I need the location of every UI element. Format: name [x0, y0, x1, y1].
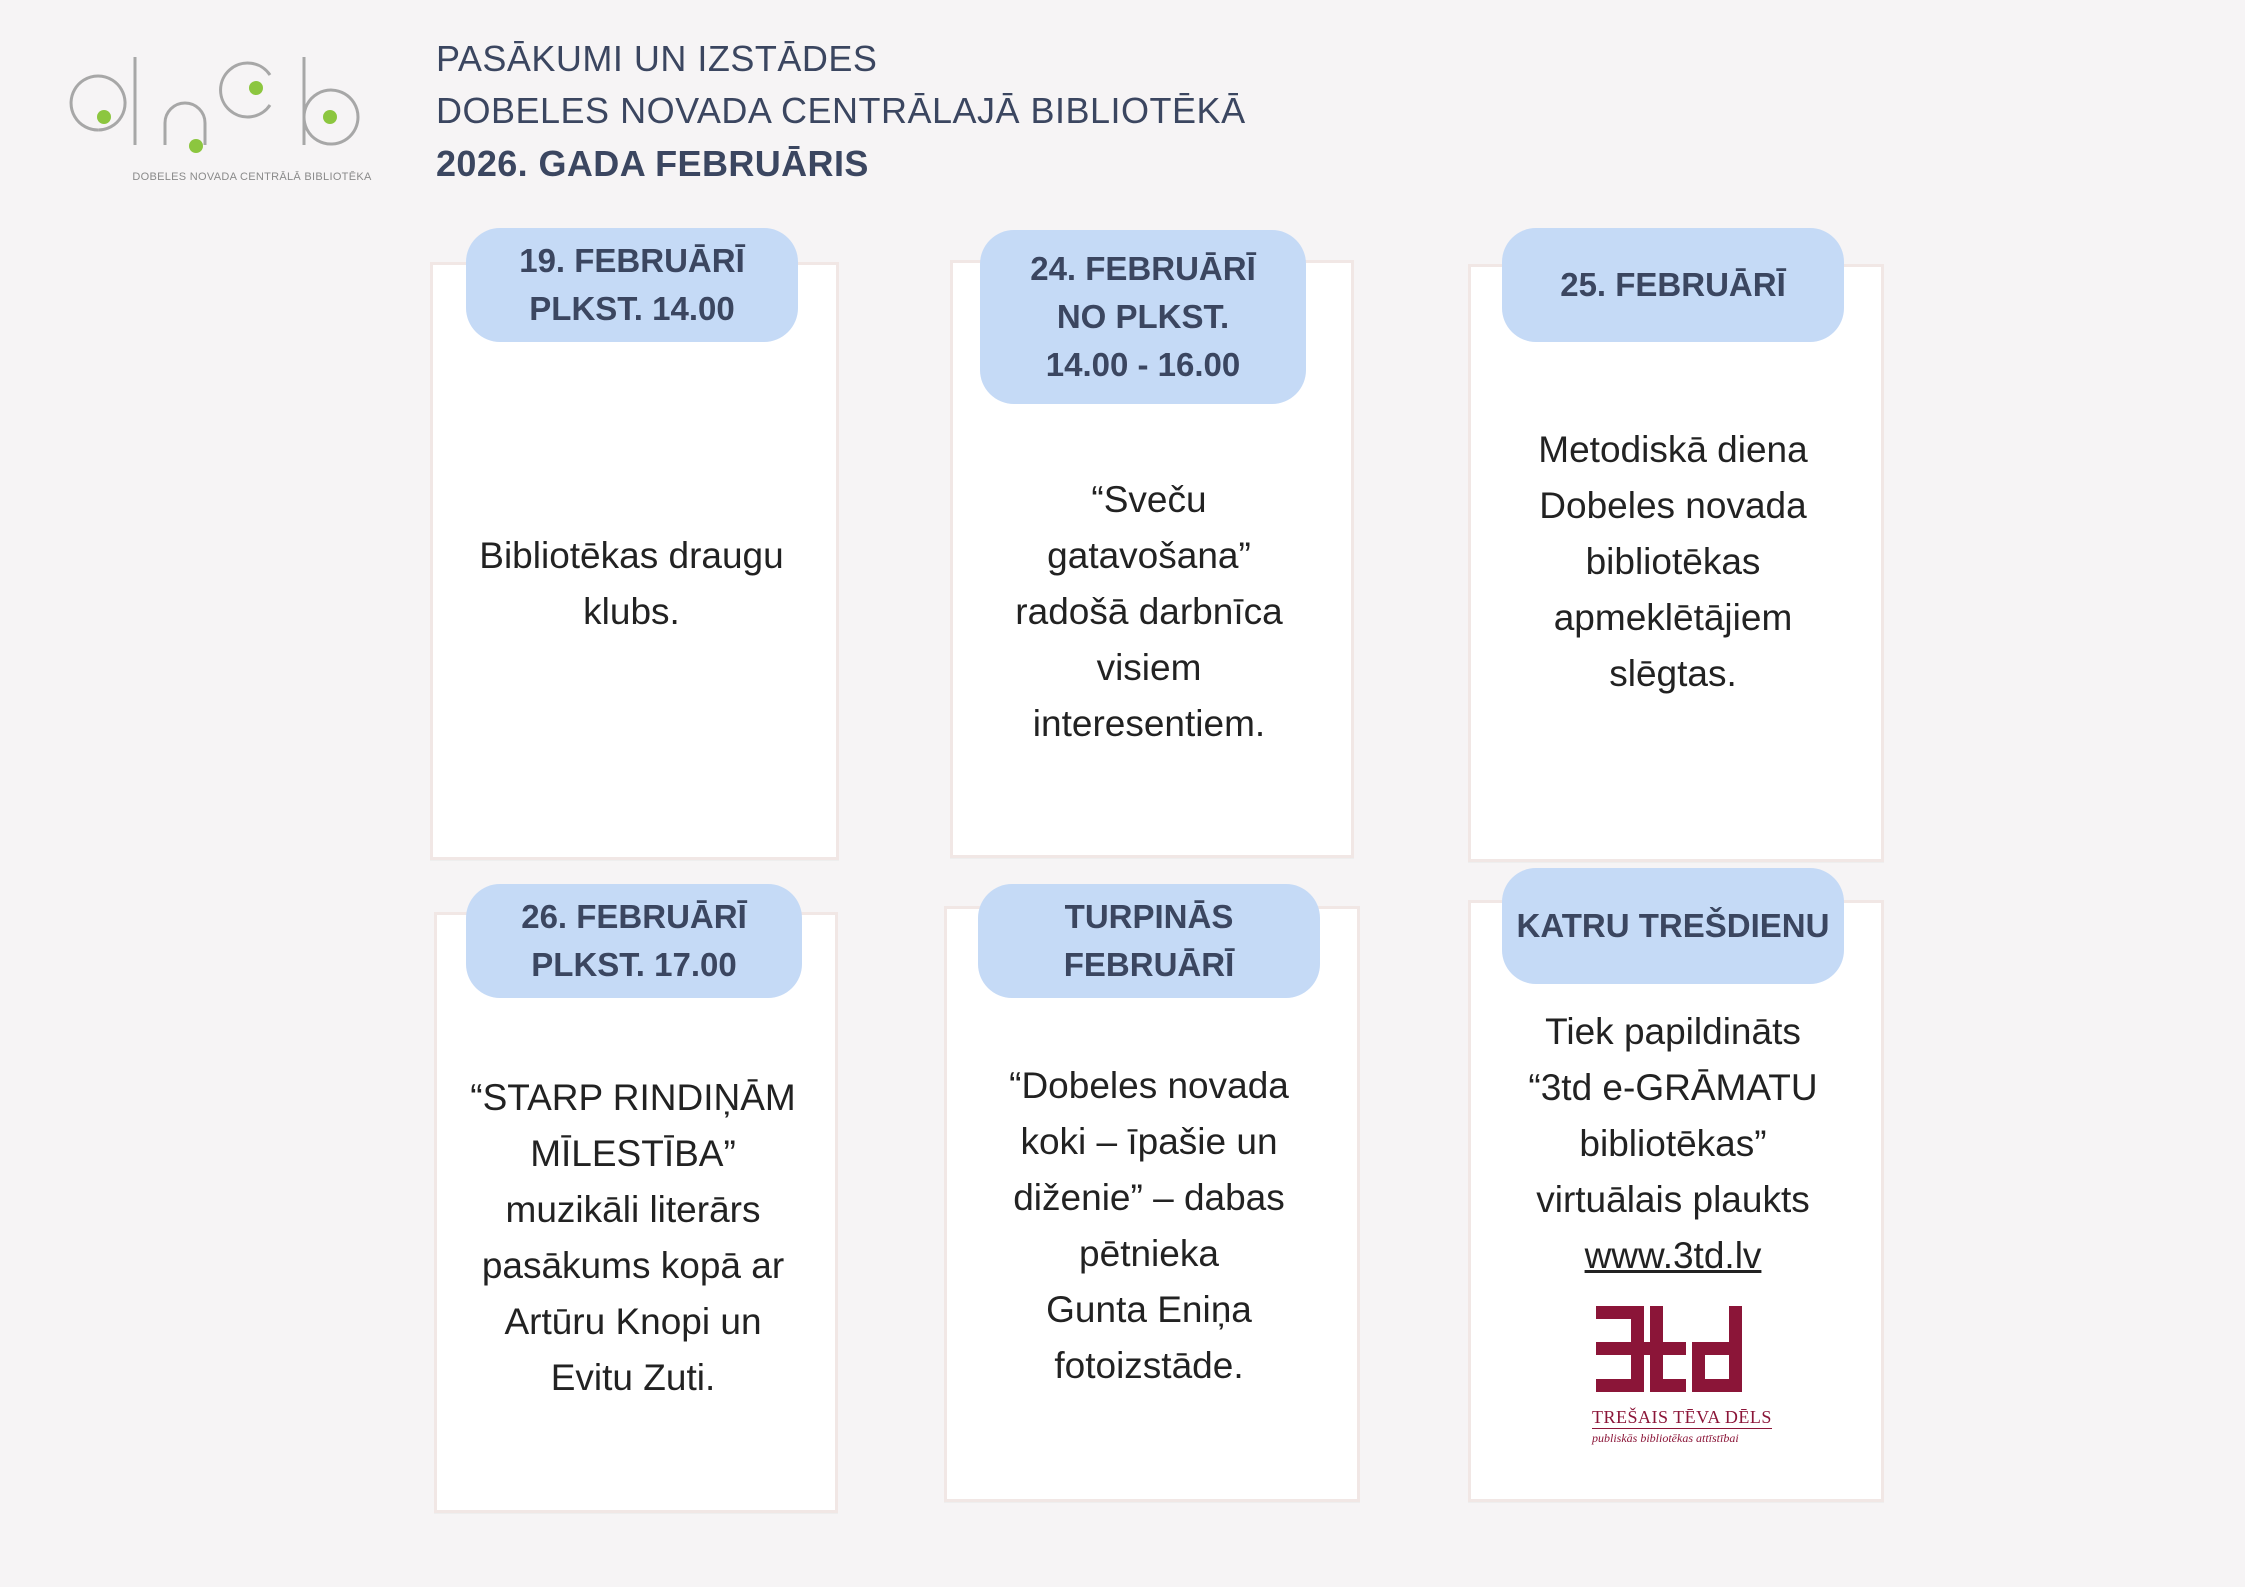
description-line: apmeklētājiem: [1553, 597, 1793, 638]
description-line: Metodiskā diena: [1538, 429, 1808, 470]
description-line: fotoizstāde.: [1054, 1345, 1244, 1386]
event-date-tag-3: [1502, 228, 1844, 342]
tag-line: 26. FEBRUĀRĪ: [521, 898, 747, 935]
tag-line: NO PLKST.: [1056, 298, 1230, 335]
description-line: koki – īpašie un: [1020, 1121, 1278, 1162]
event-description-2: [950, 472, 1348, 752]
event-date-tag-1: [466, 228, 798, 342]
header-line-1: PASĀKUMI UN IZSTĀDES: [436, 38, 878, 79]
header-line-2: DOBELES NOVADA CENTRĀLAJĀ BIBLIOTĒKĀ: [436, 90, 1246, 131]
website-link[interactable]: www.3td.lv: [1584, 1235, 1762, 1276]
logo-caption: DOBELES NOVADA CENTRĀLĀ BIBLIOTĒKA: [132, 171, 372, 183]
description-line: visiem: [1096, 647, 1202, 688]
event-date-tag-2: [980, 230, 1306, 404]
tag-line: 19. FEBRUĀRĪ: [519, 242, 745, 279]
description-line: slēgtas.: [1609, 653, 1737, 694]
description-line: pētnieka: [1079, 1233, 1219, 1274]
3td-logo-subtitle: publiskās bibliotēkas attīstībai: [1592, 1431, 1739, 1445]
description-line: Artūru Knopi un: [504, 1301, 762, 1342]
description-line: bibliotēkas: [1585, 541, 1761, 582]
3td-logo-title: TREŠAIS TĒVA DĒLS: [1592, 1407, 1772, 1427]
tag-line: 24. FEBRUĀRĪ: [1030, 250, 1256, 287]
tag-line: 14.00 - 16.00: [1045, 346, 1241, 383]
tag-line: PLKST. 17.00: [531, 946, 737, 983]
event-description-3: [1468, 422, 1878, 702]
page-header: [436, 33, 1246, 191]
tag-line: PLKST. 14.00: [529, 290, 735, 327]
description-line: Gunta Eniņa: [1046, 1289, 1252, 1330]
event-description-5: [944, 1058, 1354, 1394]
library-logo: [60, 45, 380, 195]
event-date-tag-6: [1502, 868, 1844, 984]
event-description-4: [434, 1070, 832, 1406]
page-title: 2026. GADA FEBRUĀRIS: [436, 143, 869, 184]
event-date-tag-5: [978, 884, 1320, 998]
description-line: Bibliotēkas draugu: [479, 535, 784, 576]
3td-logo-icon: [1592, 1300, 1752, 1398]
trešais-tēva-dēls-logo: [1592, 1300, 1772, 1452]
description-line: bibliotēkas”: [1579, 1123, 1767, 1164]
description-line: “Sveču: [1091, 479, 1207, 520]
description-line: Evitu Zuti.: [550, 1357, 716, 1398]
description-line: pasākums kopā ar: [481, 1245, 785, 1286]
description-line: gatavošana”: [1047, 535, 1251, 576]
description-line: “Dobeles novada: [1009, 1065, 1289, 1106]
description-line: muzikāli literārs: [505, 1189, 761, 1230]
description-line: virtuālais plaukts: [1536, 1179, 1810, 1220]
description-line: Tiek papildināts: [1545, 1011, 1801, 1052]
tag-line: KATRU TREŠDIENU: [1516, 907, 1830, 944]
description-line: interesentiem.: [1032, 703, 1266, 744]
event-date-tag-4: [466, 884, 802, 998]
event-description-6: [1468, 1004, 1878, 1284]
description-line: radošā darbnīca: [1015, 591, 1283, 632]
description-line: klubs.: [583, 591, 680, 632]
dncb-logo-icon: [60, 45, 380, 165]
tag-line: FEBRUĀRĪ: [1063, 946, 1235, 983]
event-description-1: [430, 528, 833, 640]
description-line: diženie” – dabas: [1013, 1177, 1285, 1218]
description-line: Dobeles novada: [1539, 485, 1807, 526]
tag-line: TURPINĀS: [1064, 898, 1234, 935]
description-line: “3td e-GRĀMATU: [1528, 1067, 1818, 1108]
description-line: “STARP RINDIŅĀM: [470, 1077, 796, 1118]
description-line: MĪLESTĪBA”: [530, 1133, 736, 1174]
tag-line: 25. FEBRUĀRĪ: [1560, 266, 1786, 303]
